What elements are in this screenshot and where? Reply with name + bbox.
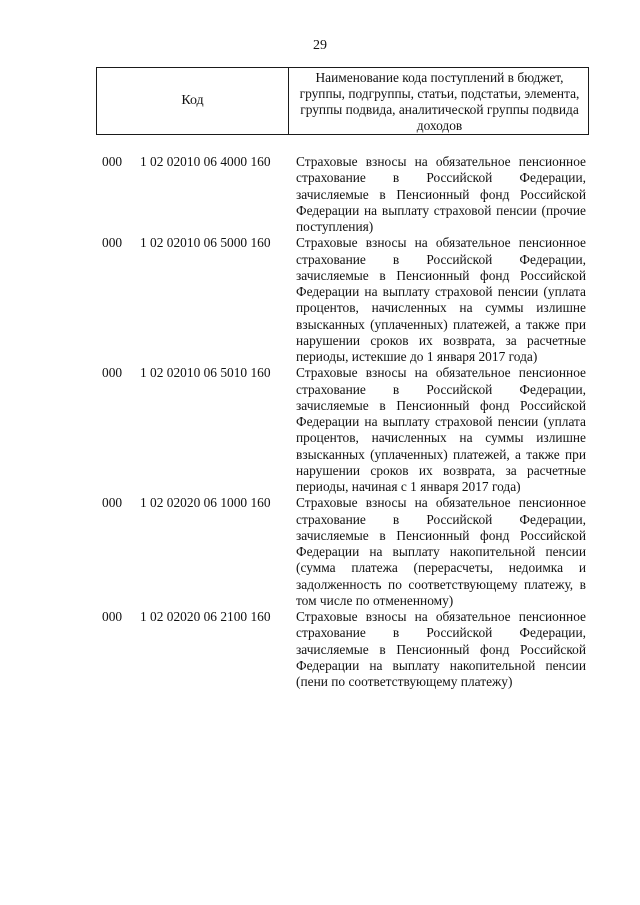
entry-description: Страховые взносы на обязательное пенсионное страхование в Российской Федерации, зачисляемые в Пенсионный фонд Российской Федерации на выплату страховой пенсии (прочие поступления) <box>296 154 586 234</box>
entry-description: Страховые взносы на обязательное пенсионное страхование в Российской Федерации, зачисляемые в Пенсионный фонд Российской Федерации на выплату страховой пенсии (уплата процентов, начисленных на суммы излишне взысканных (уплаченных) платежей, а также при нарушении сроков их возврата, за расчетные периоды, истекшие до 1 января 2017 года) <box>296 235 586 364</box>
header-name-column <box>289 68 588 134</box>
entry-code: 1 02 02010 06 5010 160 <box>140 365 271 381</box>
entry-description: Страховые взносы на обязательное пенсионное страхование в Российской Федерации, зачисляемые в Пенсионный фонд Российской Федерации на выплату накопительной пенсии (пени по соответствующему платежу) <box>296 609 586 689</box>
header-code-label: Код <box>181 93 204 108</box>
list-item <box>96 154 590 235</box>
page-number: 29 <box>313 38 327 53</box>
table-header <box>96 67 589 135</box>
entry-code: 1 02 02020 06 1000 160 <box>140 495 271 511</box>
entry-prefix: 000 <box>102 154 123 169</box>
entry-prefix: 000 <box>102 235 123 251</box>
header-code-column <box>97 68 289 134</box>
list-item <box>96 609 590 690</box>
entry-code: 1 02 02010 06 5000 160 <box>140 235 271 251</box>
list-item <box>96 365 590 495</box>
entries-list <box>96 154 590 690</box>
list-item <box>96 235 590 365</box>
entry-prefix: 000 <box>102 609 123 624</box>
entry-description: Страховые взносы на обязательное пенсионное страхование в Российской Федерации, зачисляемые в Пенсионный фонд Российской Федерации на выплату накопительной пенсии (сумма платежа (перерасчеты, недоимка и задолженность по соответствующему платежу, в том числе по отмененному) <box>296 495 586 608</box>
entry-prefix: 000 <box>102 365 123 381</box>
entry-code: 1 02 02010 06 4000 160 <box>140 154 271 169</box>
entry-prefix: 000 <box>102 495 123 511</box>
list-item <box>96 495 590 609</box>
entry-code: 1 02 02020 06 2100 160 <box>140 609 271 624</box>
entry-description: Страховые взносы на обязательное пенсионное страхование в Российской Федерации, зачисляемые в Пенсионный фонд Российской Федерации на выплату страховой пенсии (уплата процентов, начисленных на суммы излишне взысканных (уплаченных) платежей, а также при нарушении сроков их возврата, за расчетные периоды, начиная с 1 января 2017 года) <box>296 365 586 494</box>
header-name-label: Наименование кода поступлений в бюджет, группы, подгруппы, статьи, подстатьи, элемента, группы подвида, аналитической группы подвида доходов <box>299 70 580 133</box>
